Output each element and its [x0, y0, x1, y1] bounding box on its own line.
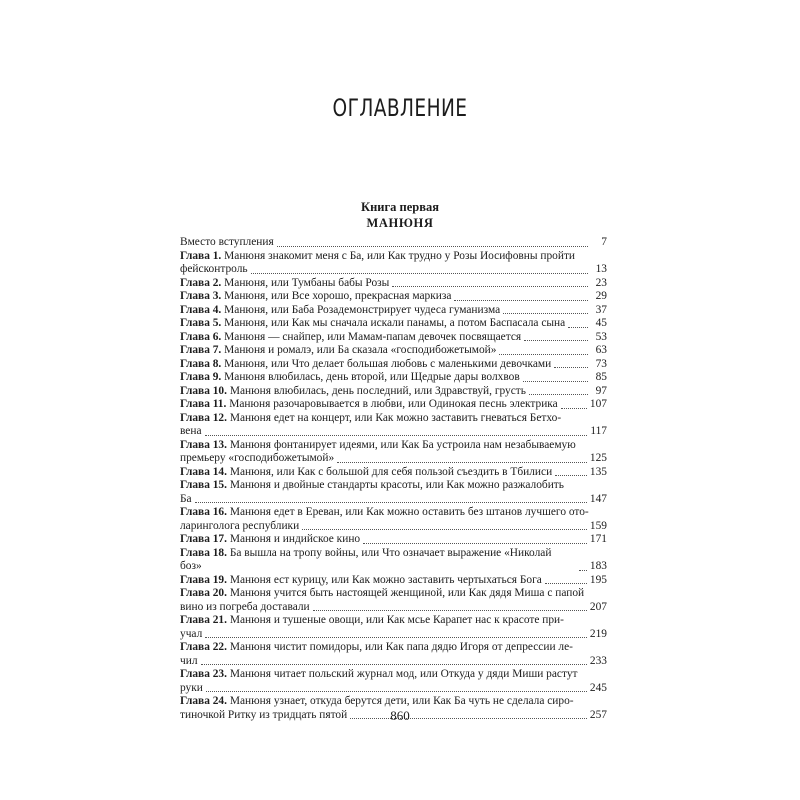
dot-leader: [206, 691, 587, 692]
chapter-page-number: 23: [595, 276, 607, 289]
chapter-title-text: Манюня разочаровывается в любви, или Одинокая песнь электрика: [229, 398, 558, 410]
chapter-title: [180, 574, 542, 588]
dot-leader: [195, 502, 587, 503]
chapter-title: [180, 533, 360, 547]
chapter-page-number: 73: [595, 357, 607, 370]
toc-entry-first-line: [180, 250, 607, 264]
toc-entry-first-line: [180, 614, 607, 628]
toc-entry-first-line: [180, 695, 607, 709]
dot-leader: [545, 583, 587, 584]
chapter-page-number: 7: [601, 236, 607, 248]
toc-entry: [180, 439, 607, 466]
toc-entry: [180, 371, 607, 385]
chapter-page-number: 29: [595, 290, 607, 302]
chapter-title: [180, 290, 451, 304]
chapter-page-number: 125: [589, 452, 607, 464]
toc-entry-first-line: [180, 668, 607, 682]
chapter-title-continuation: фейсконтроль: [180, 263, 248, 275]
toc-entry-row: [180, 574, 607, 588]
toc-entry-row: [180, 344, 607, 358]
book-label: Книга первая: [361, 200, 439, 214]
dot-leader: [313, 610, 587, 611]
chapter-title-continuation: ларинголога республики: [180, 519, 300, 532]
toc-entry-first-line: [180, 479, 607, 493]
chapter-title: [180, 236, 274, 250]
chapter-title: Манюня учится быть настоящей женщиной, или Как дядя Миша с папой: [229, 587, 585, 599]
chapter-label: Глава 13.: [180, 438, 227, 451]
chapter-label: Глава 1.: [180, 249, 222, 262]
chapter-page-number: 195: [589, 573, 607, 586]
dot-leader: [454, 300, 588, 301]
toc-entry: [180, 614, 607, 641]
chapter-title: Манюня и двойные стандарты красоты, или Как можно разжалобить: [229, 479, 564, 491]
toc-entry: [180, 547, 607, 574]
chapter-title: [180, 547, 576, 574]
chapter-title: [180, 358, 551, 372]
chapter-page-number: 13: [595, 263, 607, 275]
chapter-title: Манюня едет в Ереван, или Как можно оставить без штанов лучшего ото-: [229, 506, 589, 518]
dot-leader: [201, 664, 587, 665]
toc-entry-row: [180, 277, 607, 291]
chapter-title-continuation: вена: [180, 425, 202, 437]
chapter-page-number: 159: [589, 519, 607, 532]
chapter-title-text: Манюня, или Как с большой для себя пользой съездить в Тбилиси: [229, 465, 553, 478]
toc-entry-row: [180, 452, 607, 466]
toc-entry-row: [180, 236, 607, 250]
chapter-label: Глава 7.: [180, 344, 222, 356]
chapter-title: Манюня едет на концерт, или Как можно заставить гневаться Бетхо-: [229, 411, 562, 424]
chapter-page-number: 207: [589, 600, 607, 613]
dot-leader: [561, 408, 587, 409]
toc-entry-row: [180, 263, 607, 277]
chapter-label: Глава 21.: [180, 614, 227, 626]
dot-leader: [363, 543, 587, 544]
dot-leader: [251, 273, 588, 274]
toc-entry-row: [180, 371, 607, 385]
chapter-page-number: 183: [589, 560, 607, 572]
toc-entry-row: [180, 358, 607, 372]
book-title: МАНЮНЯ: [366, 216, 434, 230]
toc-entry-row: [180, 290, 607, 304]
chapter-title: [180, 371, 520, 385]
chapter-title-continuation: учал: [180, 627, 203, 640]
toc-entry: [180, 479, 607, 506]
toc-entry-row: [180, 466, 607, 480]
dot-leader: [524, 340, 588, 341]
chapter-title-text: Манюня влюбилась, день последний, или Здравствуй, грусть: [229, 384, 526, 397]
dot-leader: [529, 394, 588, 395]
chapter-title-text: Манюня ест курицу, или Как можно заставить чертыхаться Бога: [229, 573, 542, 586]
chapter-label: Глава 6.: [180, 330, 222, 343]
toc-entry-first-line: [180, 412, 607, 426]
toc-entry: [180, 344, 607, 358]
chapter-label: Глава 10.: [180, 384, 227, 397]
chapter-title-continuation: премьеру «господибожетымой»: [180, 452, 335, 464]
toc-entry: [180, 574, 607, 588]
table-of-contents: [180, 236, 607, 722]
dot-leader: [302, 529, 587, 530]
toc-entry: [180, 506, 607, 533]
toc-entry: [180, 236, 607, 250]
chapter-title: [180, 331, 521, 345]
toc-entry-row: [180, 601, 607, 615]
chapter-title: Манюня чистит помидоры, или Как папа дядю Игоря от депрессии ле-: [229, 641, 573, 653]
toc-entry: [180, 641, 607, 668]
dot-leader: [554, 367, 588, 368]
chapter-title-text: Ба вышла на тропу войны, или Что означает выражение «Николай боз»: [180, 546, 552, 572]
page-title: ОГЛАВЛЕНИЕ: [332, 94, 468, 122]
chapter-page-number: 97: [595, 384, 607, 397]
toc-entry: [180, 317, 607, 331]
toc-entry: [180, 587, 607, 614]
toc-entry-row: [180, 385, 607, 399]
chapter-page-number: 63: [595, 344, 607, 356]
chapter-page-number: 53: [595, 330, 607, 343]
toc-entry: [180, 385, 607, 399]
chapter-page-number: 85: [595, 371, 607, 383]
toc-entry-row: [180, 547, 607, 574]
chapter-label: Глава 20.: [180, 587, 227, 599]
chapter-title-text: Манюня влюбилась, день второй, или Щедрые дары волхвов: [224, 371, 520, 383]
dot-leader: [555, 475, 587, 476]
toc-entry-row: [180, 317, 607, 331]
chapter-title-text: Вместо вступления: [180, 236, 274, 248]
chapter-label: Глава 17.: [180, 533, 227, 545]
chapter-title-continuation: чил: [180, 654, 198, 667]
toc-entry-first-line: [180, 587, 607, 601]
toc-entry: [180, 466, 607, 480]
toc-entry-row: [180, 331, 607, 345]
chapter-title: Манюня и тушеные овощи, или Как мсье Карапет нас к красоте при-: [229, 614, 564, 626]
chapter-title-continuation: Ба: [180, 492, 192, 505]
chapter-label: Глава 12.: [180, 411, 227, 424]
chapter-title: [180, 385, 526, 399]
chapter-title-text: Манюня, или Что делает большая любовь с маленькими девочками: [224, 357, 552, 370]
chapter-label: Глава 9.: [180, 371, 222, 383]
toc-entry-row: [180, 425, 607, 439]
dot-leader: [499, 354, 588, 355]
chapter-page-number: 37: [595, 303, 607, 316]
chapter-title-text: Манюня, или Баба Розадемонстрирует чудеса гуманизма: [224, 303, 501, 316]
toc-entry: [180, 250, 607, 277]
chapter-page-number: 245: [589, 681, 607, 694]
dot-leader: [568, 327, 588, 328]
toc-entry-first-line: [180, 641, 607, 655]
chapter-page-number: 147: [589, 492, 607, 505]
toc-entry-row: [180, 520, 607, 534]
dot-leader: [503, 313, 588, 314]
chapter-label: Глава 15.: [180, 479, 227, 491]
toc-entry-row: [180, 493, 607, 507]
chapter-title-text: Манюня — снайпер, или Мамам-папам девочек посвящается: [224, 330, 522, 343]
toc-entry-first-line: [180, 439, 607, 453]
toc-entry-row: [180, 304, 607, 318]
chapter-label: Глава 16.: [180, 506, 227, 518]
dot-leader: [205, 435, 588, 436]
dot-leader: [337, 462, 587, 463]
chapter-page-number: 219: [589, 627, 607, 640]
chapter-page-number: 257: [589, 708, 607, 721]
toc-entry: [180, 358, 607, 372]
chapter-title: [180, 344, 496, 358]
chapter-title-text: Манюня, или Все хорошо, прекрасная маркиза: [224, 290, 452, 302]
chapter-title: [180, 466, 552, 480]
toc-entry: [180, 331, 607, 345]
chapter-title-continuation: вино из погреба доставали: [180, 600, 310, 613]
chapter-page-number: 45: [595, 317, 607, 329]
dot-leader: [523, 381, 588, 382]
toc-entry: [180, 277, 607, 291]
chapter-label: Глава 3.: [180, 290, 222, 302]
chapter-title: Манюня знакомит меня с Ба, или Как трудно у Розы Иосифовны пройти: [224, 249, 576, 262]
chapter-title: [180, 304, 500, 318]
toc-entry: [180, 304, 607, 318]
dot-leader: [392, 286, 588, 287]
dot-leader: [579, 570, 587, 571]
dot-leader: [277, 246, 588, 247]
chapter-title: Манюня читает польский журнал мод, или Откуда у дяди Миши растут: [229, 668, 578, 680]
chapter-title: Манюня фонтанирует идеями, или Как Ба устроила нам незабываемую: [229, 438, 576, 451]
toc-entry: [180, 398, 607, 412]
dot-leader: [205, 637, 587, 638]
chapter-title-text: Манюня, или Тумбаны бабы Розы: [224, 276, 390, 289]
chapter-title: Манюня узнает, откуда берутся дети, или Как Ба чуть не сделала сиро-: [229, 695, 574, 707]
chapter-label: Глава 11.: [180, 398, 227, 410]
chapter-title-continuation: тиночкой Ритку из тридцать пятой: [180, 708, 348, 721]
toc-entry-row: [180, 655, 607, 669]
chapter-label: Глава 22.: [180, 641, 227, 653]
chapter-page-number: 107: [589, 398, 607, 410]
chapter-page-number: 233: [589, 654, 607, 667]
toc-entry-first-line: [180, 506, 607, 520]
chapter-title: [180, 277, 389, 291]
chapter-label: Глава 19.: [180, 573, 227, 586]
page-number: 860: [390, 708, 410, 723]
chapter-label: Глава 5.: [180, 317, 222, 329]
chapter-label: Глава 24.: [180, 695, 227, 707]
chapter-label: Глава 2.: [180, 276, 222, 289]
chapter-title-text: Манюня и ромалэ, или Ба сказала «господибожетымой»: [224, 344, 497, 356]
chapter-title-text: Манюня, или Как мы сначала искали панамы, а потом Баспасала сына: [224, 317, 566, 329]
toc-entry: [180, 533, 607, 547]
chapter-label: Глава 14.: [180, 465, 227, 478]
toc-entry: [180, 412, 607, 439]
chapter-title-continuation: руки: [180, 681, 203, 694]
chapter-label: Глава 18.: [180, 546, 227, 559]
chapter-title-text: Манюня и индийское кино: [229, 533, 361, 545]
toc-entry-row: [180, 533, 607, 547]
chapter-page-number: 171: [589, 533, 607, 545]
toc-entry-row: [180, 398, 607, 412]
toc-entry: [180, 668, 607, 695]
chapter-page-number: 135: [589, 465, 607, 478]
toc-entry-row: [180, 628, 607, 642]
chapter-label: Глава 4.: [180, 303, 222, 316]
toc-entry: [180, 290, 607, 304]
toc-entry-row: [180, 682, 607, 696]
chapter-title: [180, 398, 558, 412]
chapter-label: Глава 23.: [180, 668, 227, 680]
chapter-page-number: 117: [590, 425, 607, 437]
chapter-label: Глава 8.: [180, 357, 222, 370]
chapter-title: [180, 317, 565, 331]
